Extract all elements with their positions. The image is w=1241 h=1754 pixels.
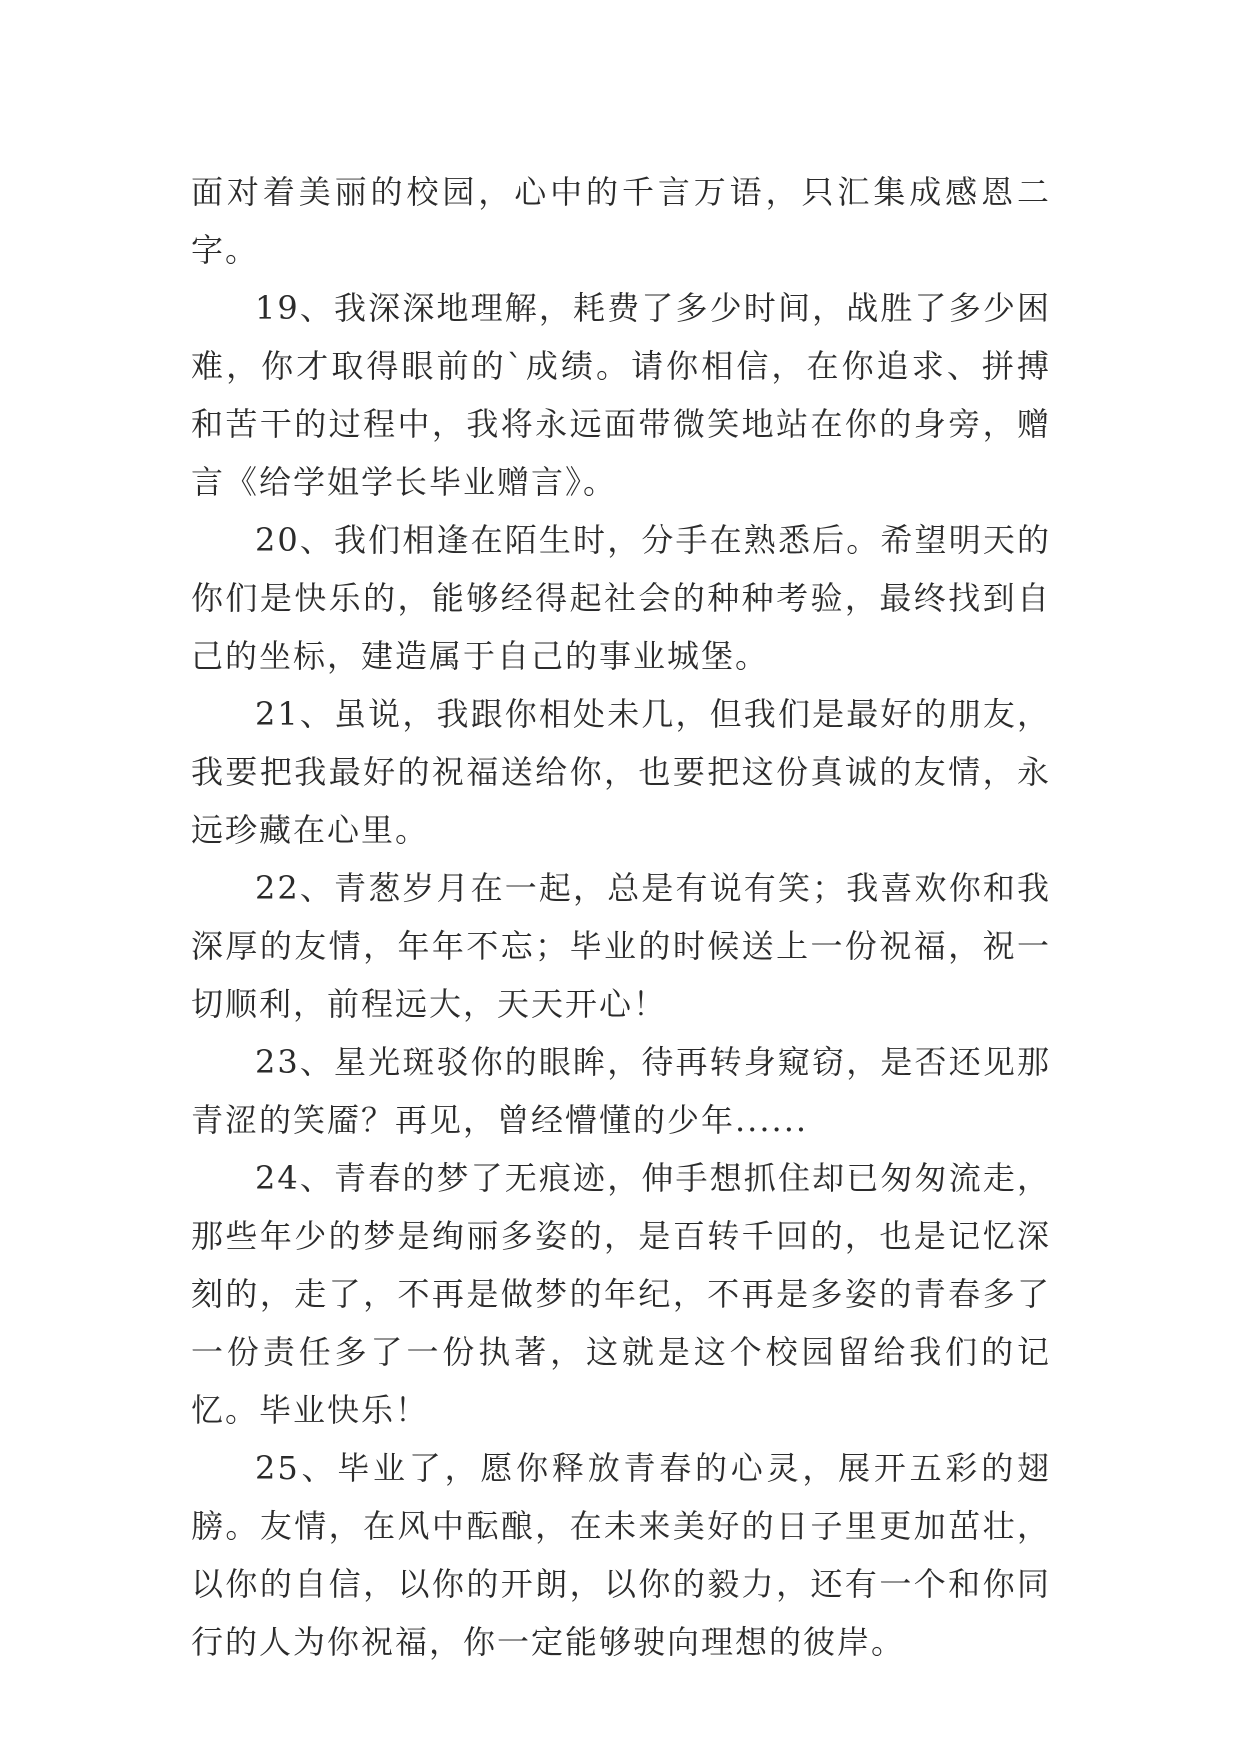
paragraph-25: 25、毕业了，愿你释放青春的心灵，展开五彩的翅膀。友情，在风中酝酿，在未来美好的日子里更加茁壮，以你的自信，以你的开朗，以你的毅力，还有一个和你同行的人为你祝福，你一定能够驶向理想的彼岸。 [191,1449,1051,1661]
paragraph-continuation: 面对着美丽的校园，心中的千言万语，只汇集成感恩二字。 [191,173,1051,269]
paragraph-22: 22、青葱岁月在一起，总是有说有笑；我喜欢你和我深厚的友情，年年不忘；毕业的时候送上一份祝福，祝一切顺利，前程远大，天天开心！ [191,869,1051,1023]
body-text [191,163,1051,1671]
paragraph-20: 20、我们相逢在陌生时，分手在熟悉后。希望明天的你们是快乐的，能够经得起社会的种种考验，最终找到自己的坐标，建造属于自己的事业城堡。 [191,521,1051,675]
paragraph-24: 24、青春的梦了无痕迹，伸手想抓住却已匆匆流走，那些年少的梦是绚丽多姿的，是百转千回的，也是记忆深刻的，走了，不再是做梦的年纪，不再是多姿的青春多了一份责任多了一份执著，这就是这个校园留给我们的记忆。毕业快乐！ [191,1159,1051,1429]
paragraph-21: 21、虽说，我跟你相处未几，但我们是最好的朋友，我要把我最好的祝福送给你，也要把这份真诚的友情，永远珍藏在心里。 [191,695,1051,849]
paragraph-19: 19、我深深地理解，耗费了多少时间，战胜了多少困难，你才取得眼前的`成绩。请你相信，在你追求、拼搏和苦干的过程中，我将永远面带微笑地站在你的身旁，赠言《给学姐学长毕业赠言》。 [191,289,1051,501]
paragraph-23: 23、星光斑驳你的眼眸，待再转身窥窃，是否还见那青涩的笑靥？再见，曾经懵懂的少年...... [191,1043,1051,1139]
